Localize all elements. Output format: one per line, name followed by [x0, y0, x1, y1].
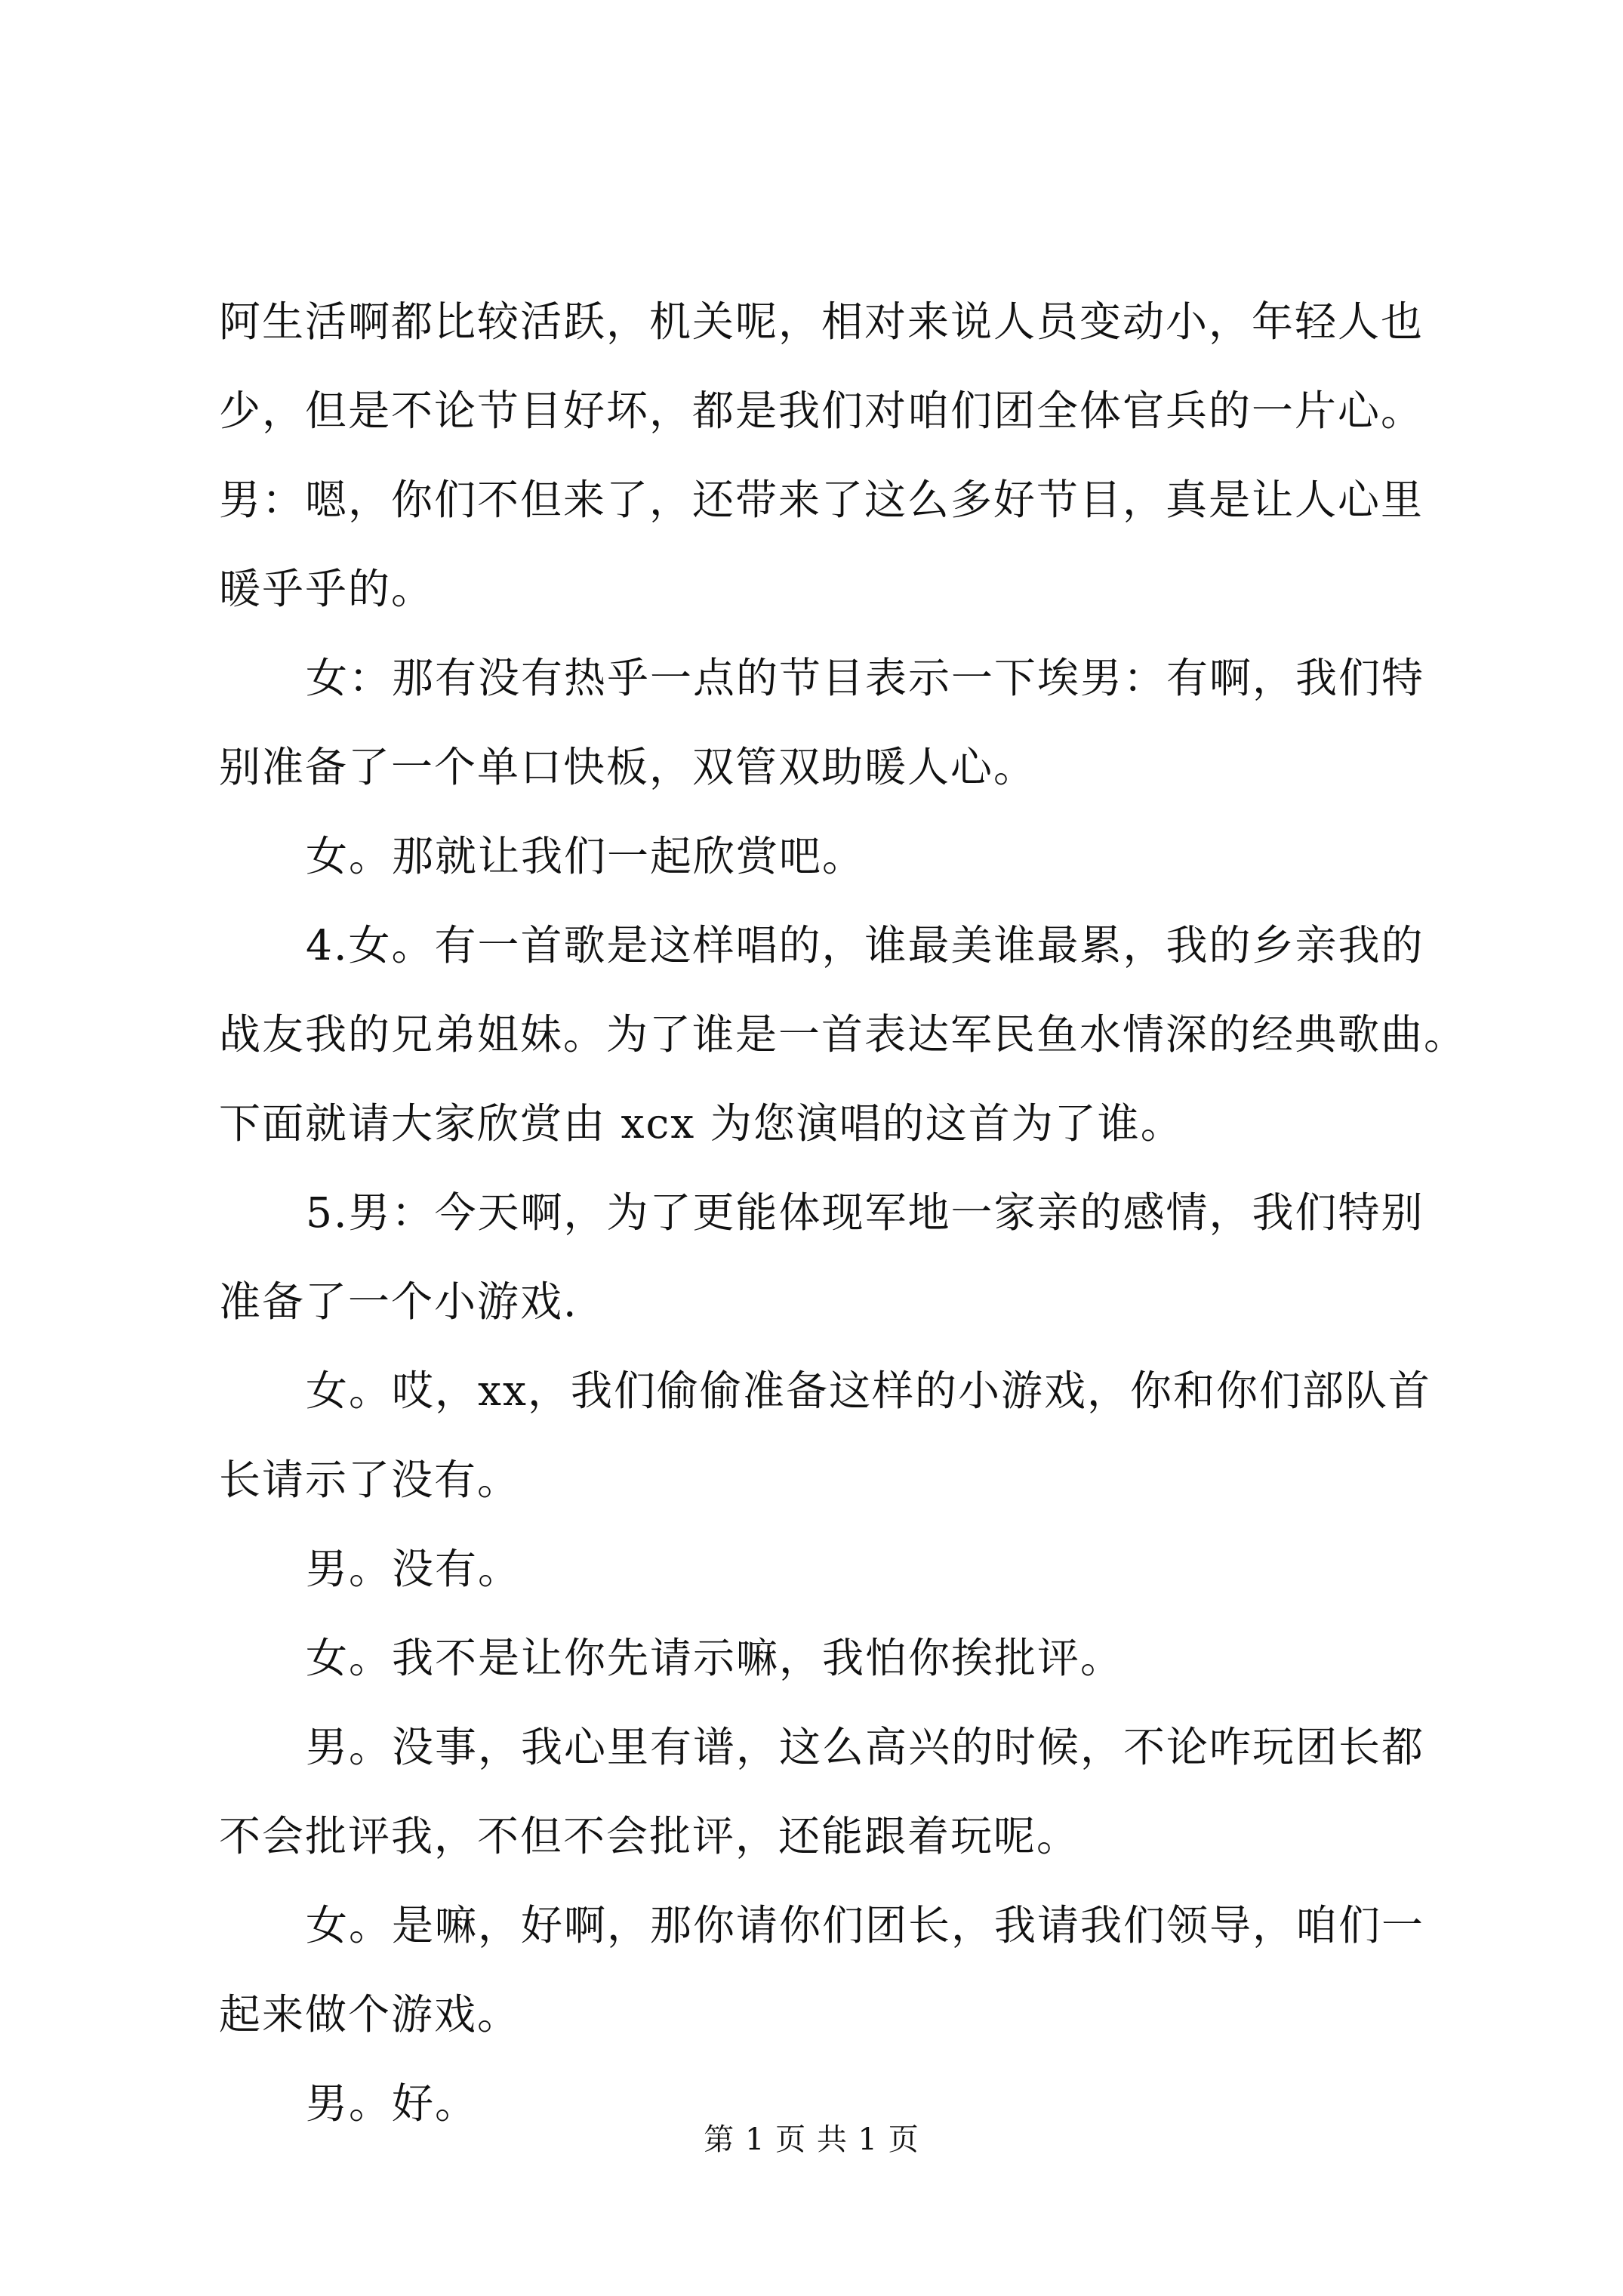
text-line: 阿生活啊都比较活跃，机关呢，相对来说人员变动小，年轻人也	[219, 297, 1424, 346]
text-line: 女。哎，xx，我们偷偷准备这样的小游戏，你和你们部队首	[306, 1367, 1432, 1415]
text-line: 女。那就让我们一起欣赏吧。	[306, 832, 866, 880]
text-line: 男。好。	[306, 2079, 479, 2128]
text-line: 暖乎乎的。	[219, 565, 435, 613]
text-line: 下面就请大家欣赏由 xcx 为您演唱的这首为了谁。	[219, 1099, 1184, 1148]
text-line: 5.男：今天啊，为了更能体现军地一家亲的感情，我们特别	[306, 1188, 1424, 1237]
text-line: 男。没事，我心里有谱，这么高兴的时候，不论咋玩团长都	[306, 1723, 1425, 1771]
text-line: 女。我不是让你先请示嘛，我怕你挨批评。	[306, 1634, 1124, 1682]
text-line: 少，但是不论节目好坏，都是我们对咱们团全体官兵的一片心。	[219, 387, 1424, 435]
text-line: 男：嗯，你们不但来了，还带来了这么多好节目，真是让人心里	[219, 476, 1424, 524]
text-line: 男。没有。	[306, 1545, 522, 1593]
text-line: 准备了一个小游戏.	[219, 1277, 578, 1326]
text-line: 不会批评我，不但不会批评，还能跟着玩呢。	[219, 1812, 1080, 1860]
document-body	[219, 297, 1467, 2169]
text-line: 战友我的兄弟姐妹。为了谁是一首表达军民鱼水情深的经典歌曲。	[219, 1010, 1467, 1059]
text-line: 长请示了没有。	[219, 1456, 521, 1504]
page-number-footer: 第 1 页 共 1 页	[704, 2122, 919, 2157]
text-line: 女：那有没有热乎一点的节目表示一下埃男：有啊，我们特	[306, 654, 1425, 702]
text-line: 别准备了一个单口快板，双管双助暖人心。	[219, 743, 1037, 791]
text-line: 4.女。有一首歌是这样唱的，谁最美谁最累，我的乡亲我的	[306, 921, 1424, 969]
text-line: 起来做个游戏。	[219, 1990, 521, 2039]
text-line: 女。是嘛，好啊，那你请你们团长，我请我们领导，咱们一	[306, 1901, 1425, 1949]
